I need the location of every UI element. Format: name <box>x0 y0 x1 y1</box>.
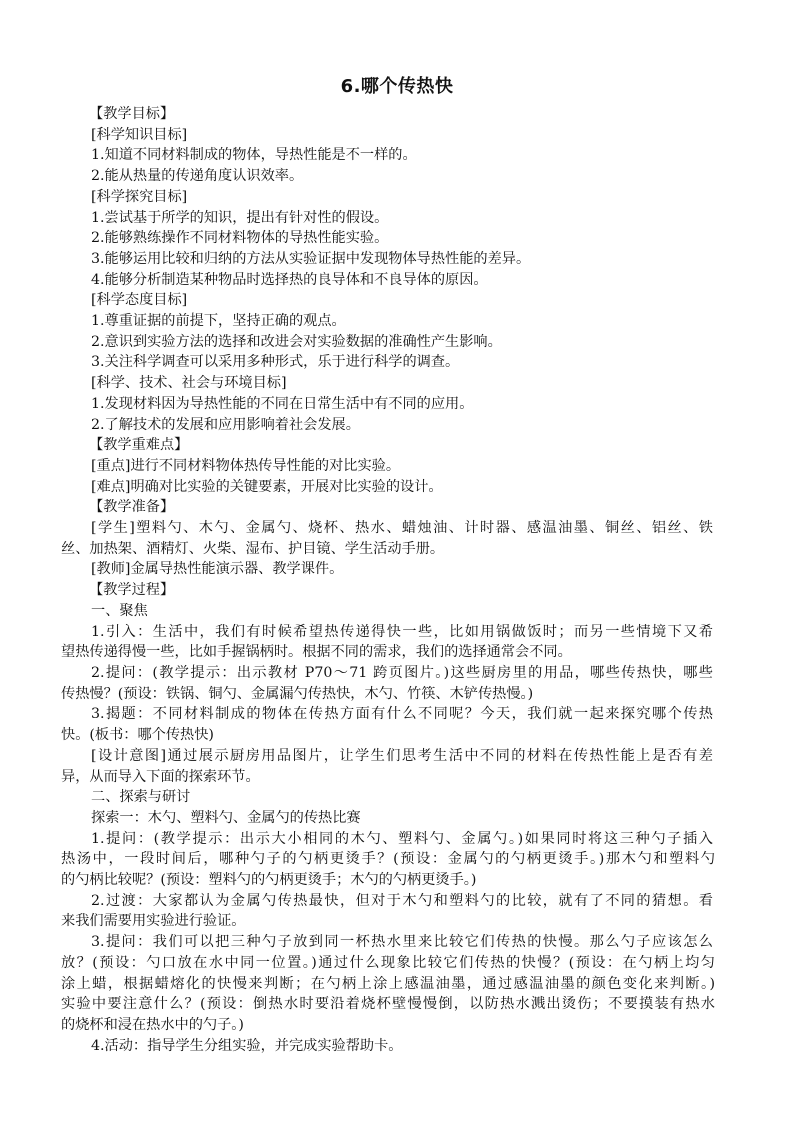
paragraph-line: 传热慢？(预设：铁锅、铜勺、金属漏勺传热快，木勺、竹筷、木铲传热慢。) <box>61 685 534 702</box>
paragraph-line: 快。(板书：哪个传热快) <box>61 727 214 744</box>
subheading-knowledge: [科学知识目标] <box>91 126 188 143</box>
paragraph-line: 涂上蜡，根据蜡熔化的快慢来判断；在勺柄上涂上感温油墨，通过感温油墨的颜色变化来判断。) <box>61 975 715 992</box>
list-item: 1.尝试基于所学的知识，提出有针对性的假设。 <box>91 209 389 226</box>
list-item: 2.了解技术的发展和应用影响着社会发展。 <box>91 416 360 433</box>
paragraph-line: [教师]金属导热性能演示器、教学课件。 <box>91 561 344 578</box>
paragraph-line: 2.过渡：大家都认为金属勺传热最快，但对于木勺和塑料勺的比较，就有了不同的猜想。看 <box>91 892 713 909</box>
paragraph-line: 3.揭题：不同材料制成的物体在传热方面有什么不同呢？今天，我们就一起来探究哪个传热 <box>91 706 713 723</box>
paragraph-line: 1.提问：(教学提示：出示大小相同的木勺、塑料勺、金属勺。)如果同时将这三种勺子插入 <box>91 830 713 847</box>
paragraph-line: 望热传递得慢一些，比如手握锅柄时。根据不同的需求，我们的选择通常会不同。 <box>61 644 572 661</box>
list-item: 3.关注科学调查可以采用多种形式，乐于进行科学的调查。 <box>91 354 460 371</box>
section-heading-process: 【教学过程】 <box>89 582 175 599</box>
list-item: 4.能够分析制造某种物品时选择热的良导体和不良导体的原因。 <box>91 271 488 288</box>
document-body <box>61 104 715 1056</box>
section-heading-objectives: 【教学目标】 <box>89 106 175 122</box>
list-item: 2.能从热量的传递角度认识效率。 <box>91 168 304 185</box>
list-item: 1.发现材料因为导热性能的不同在日常生活中有不同的应用。 <box>91 395 474 412</box>
subheading-explore-one: 探索一：木勺、塑料勺、金属勺的传热比赛 <box>91 809 361 826</box>
paragraph-line: 1.引入：生活中，我们有时候希望热传递得快一些，比如用锅做饭时；而另一些情境下又希 <box>91 623 713 640</box>
paragraph-line: [重点]进行不同材料物体热传导性能的对比实验。 <box>91 457 401 474</box>
paragraph-line: 2.提问：(教学提示：出示教材 P70～71 跨页图片。)这些厨房里的用品，哪些传热快，哪些 <box>91 664 713 681</box>
list-item: 2.能够熟练操作不同材料物体的导热性能实验。 <box>91 230 389 247</box>
paragraph-line: 来我们需要用实验进行验证。 <box>61 913 246 930</box>
paragraph-line: 热汤中，一段时间后，哪种勺子的勺柄更烫手？(预设：金属勺的勺柄更烫手。)那木勺和塑料勺 <box>61 851 715 868</box>
subheading-sts: [科学、技术、社会与环境目标] <box>91 375 287 392</box>
page-title: 6.哪个传热快 <box>340 76 454 97</box>
subheading-inquiry: [科学探究目标] <box>91 188 188 205</box>
paragraph-line: 放？(预设：勺口放在水中同一位置。)通过什么现象比较它们传热的快慢？(预设：在勺柄上均匀 <box>61 954 715 971</box>
subheading-attitude: [科学态度目标] <box>91 292 188 309</box>
paragraph-line: 的烧杯和浸在热水中的勺子。) <box>61 1016 244 1033</box>
paragraph-line: 4.活动：指导学生分组实验，并完成实验帮助卡。 <box>91 1037 403 1054</box>
list-item: 3.能够运用比较和归纳的方法从实验证据中发现物体导热性能的差异。 <box>91 250 531 267</box>
subheading-focus: 一、聚焦 <box>91 602 148 619</box>
section-heading-preparation: 【教学准备】 <box>89 499 175 516</box>
paragraph-line: 丝、加热架、酒精灯、火柴、湿布、护目镜、学生活动手册。 <box>61 540 445 557</box>
list-item: 1.知道不同材料制成的物体，导热性能是不一样的。 <box>91 147 417 164</box>
subheading-explore: 二、探索与研讨 <box>91 789 191 806</box>
paragraph-line: 实验中要注意什么？(预设：倒热水时要沿着烧杯壁慢慢倒，以防热水溅出烫伤；不要摸装有热水 <box>61 996 715 1013</box>
paragraph-line: 的勺柄比较呢？(预设：塑料勺的勺柄更烫手；木勺的勺柄更烫手。) <box>61 872 477 889</box>
section-heading-key-points: 【教学重难点】 <box>89 437 189 454</box>
paragraph-line: [设计意图]通过展示厨房用品图片，让学生们思考生活中不同的材料在传热性能上是否有差 <box>91 747 713 764</box>
paragraph-line: [难点]明确对比实验的关键要素，开展对比实验的设计。 <box>91 478 443 495</box>
list-item: 1.尊重证据的前提下，坚持正确的观点。 <box>91 313 346 330</box>
paragraph-line: 3.提问：我们可以把三种勺子放到同一杯热水里来比较它们传热的快慢。那么勺子应该怎么 <box>91 934 713 951</box>
list-item: 2.意识到实验方法的选择和改进会对实验数据的准确性产生影响。 <box>91 333 502 350</box>
paragraph-line: [学生]塑料勺、木勺、金属勺、烧杯、热水、蜡烛油、计时器、感温油墨、铜丝、铝丝、铁 <box>91 520 713 537</box>
paragraph-line: 异，从而导入下面的探索环节。 <box>61 768 260 785</box>
